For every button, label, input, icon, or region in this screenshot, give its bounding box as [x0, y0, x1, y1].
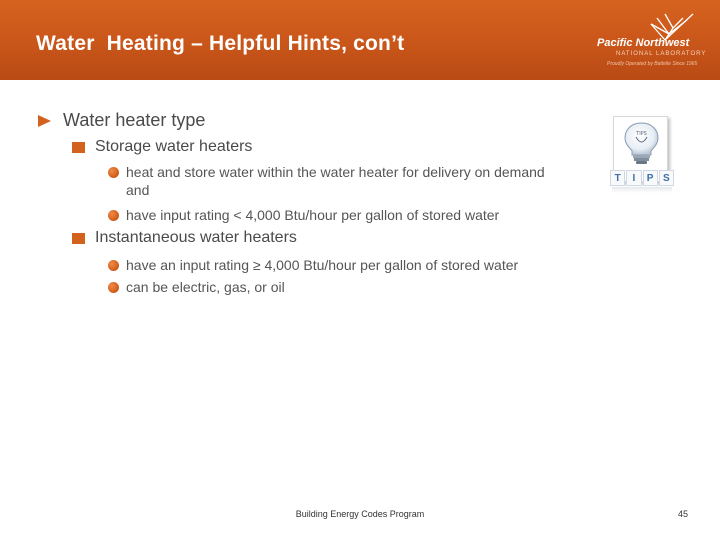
round-bullet-icon — [108, 167, 119, 178]
logo-lab-line: NATIONAL LABORATORY — [616, 51, 707, 57]
logo-wordmark: Pacific Northwest — [597, 37, 690, 49]
bullet-text: heat and store water within the water heater for delivery on demand and — [126, 164, 545, 198]
tips-letter-strip — [610, 170, 674, 186]
bullet-level1 — [38, 110, 205, 131]
tips-letter-i: I — [626, 170, 641, 186]
bullet-level3 — [108, 163, 568, 199]
round-bullet-icon — [108, 210, 119, 221]
page-number: 45 — [677, 509, 688, 519]
tips-letter-t: T — [610, 170, 625, 186]
bullet-text: have input rating < 4,000 Btu/hour per gallon of stored water — [126, 207, 500, 223]
round-bullet-icon — [108, 260, 119, 271]
bullet-level3 — [108, 206, 499, 224]
bullet-level2 — [72, 229, 297, 247]
bullet-text: Water heater type — [63, 110, 206, 130]
slide-title: Water Heating – Helpful Hints, con’t — [36, 32, 405, 55]
svg-text:TIPS: TIPS — [636, 131, 647, 137]
bullet-text: can be electric, gas, or oil — [126, 279, 285, 295]
bullet-text: Storage water heaters — [95, 138, 253, 155]
bullet-level3 — [108, 256, 518, 274]
title-bar — [0, 0, 720, 80]
logo-tagline: Proudly Operated by Battelle Since 1965 — [607, 61, 698, 67]
arrow-bullet-icon — [38, 115, 51, 127]
tips-reflection — [612, 187, 672, 193]
footer-program-name: Building Energy Codes Program — [295, 509, 425, 519]
square-bullet-icon — [72, 233, 85, 244]
tips-letter-s: S — [659, 170, 674, 186]
bullet-level3 — [108, 278, 285, 296]
bullet-text: have an input rating ≥ 4,000 Btu/hour per gallon of stored water — [126, 257, 519, 273]
lightbulb-icon — [614, 117, 669, 167]
square-bullet-icon — [72, 142, 85, 153]
tips-letter-p: P — [643, 170, 658, 186]
round-bullet-icon — [108, 282, 119, 293]
bullet-level2 — [72, 138, 252, 156]
bullet-text: Instantaneous water heaters — [95, 229, 297, 246]
